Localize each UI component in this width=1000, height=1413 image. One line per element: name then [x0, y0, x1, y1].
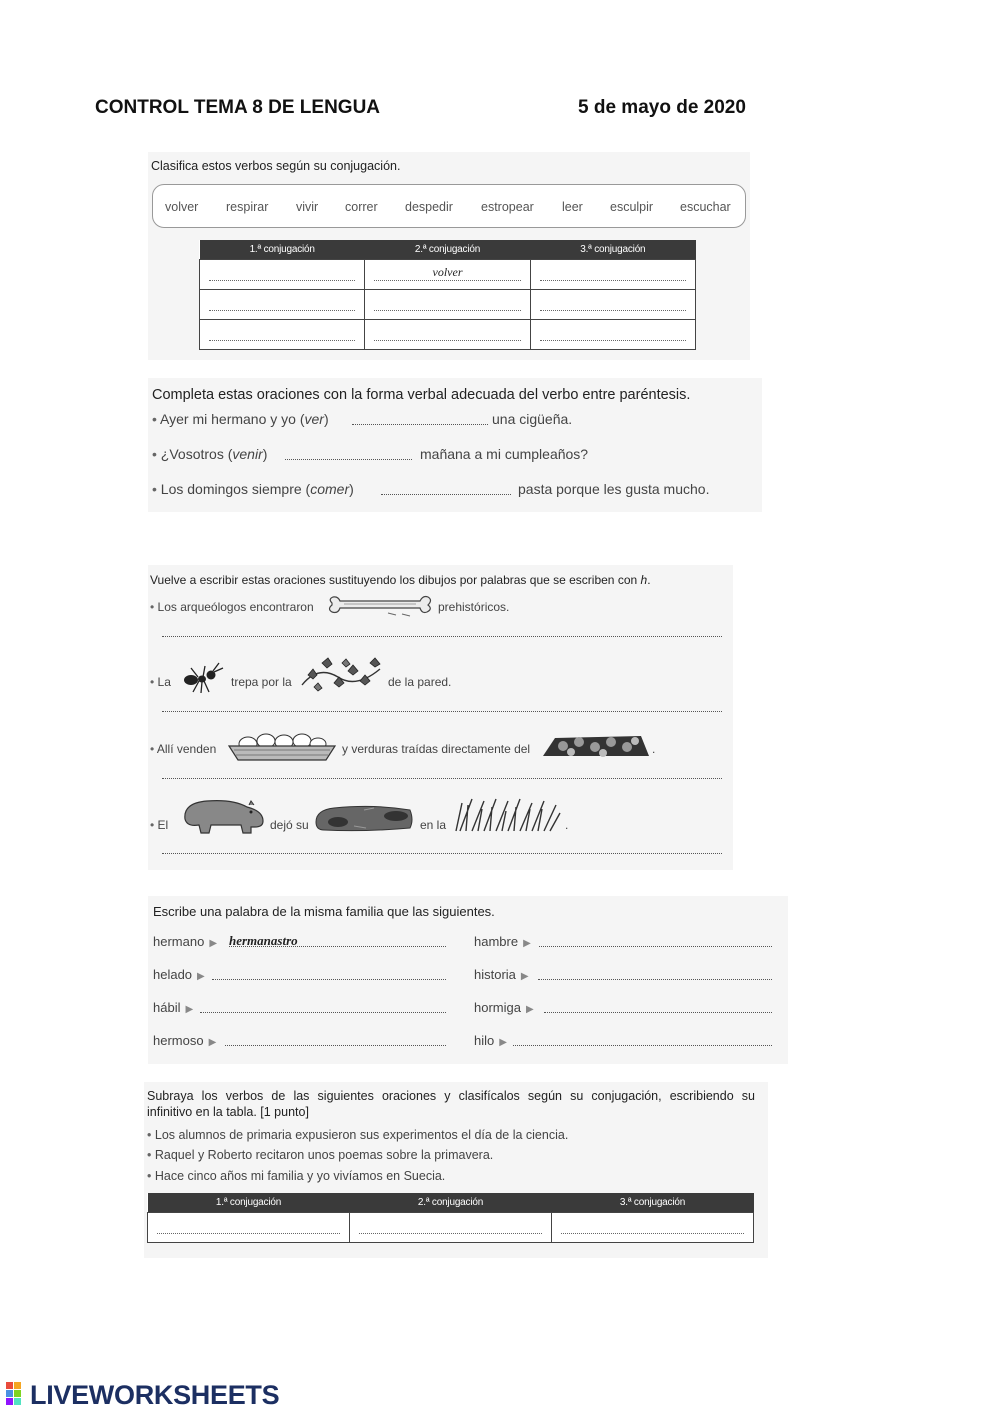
underline-sentence: • Raquel y Roberto recitaron unos poemas sobre la primavera. — [147, 1148, 494, 1162]
hippo-icon — [177, 795, 267, 837]
liveworksheets-logo: LIVEWORKSHEETS — [30, 1380, 280, 1410]
family-answer-line[interactable] — [539, 946, 772, 947]
rewrite-sentence-4-mid2: en la — [420, 818, 447, 832]
family-answer-example: hermanastro — [229, 933, 298, 948]
answer-cell[interactable] — [200, 260, 365, 290]
verb-item: vivir — [296, 200, 319, 214]
vegetable-garden-icon — [541, 728, 651, 760]
family-answer-line[interactable] — [538, 979, 772, 980]
exercise2-instruction: Completa estas oraciones con la forma verbal adecuada del verbo entre paréntesis. — [152, 387, 691, 403]
verb-item: volver — [165, 200, 199, 214]
rewrite-sentence-1-end: prehistóricos. — [438, 600, 510, 614]
answer-cell[interactable] — [200, 290, 365, 320]
underline-sentence: • Los alumnos de primaria expusieron sus experimentos el día de la ciencia. — [147, 1128, 569, 1142]
rewrite-sentence-3: • Allí venden — [150, 742, 217, 756]
verb-item: escuchar — [680, 200, 731, 214]
exercise5-instruction-line1: Subraya los verbos de las siguientes oraciones y clasifícalos según su conjugación, escribiendo su — [147, 1089, 755, 1103]
family-word-right: hambre ▶ — [474, 934, 531, 949]
sentence-2-end: mañana a mi cumpleaños? — [420, 446, 589, 462]
family-answer-line[interactable] — [229, 946, 446, 947]
answer-cell[interactable] — [350, 1213, 552, 1243]
bone-icon — [326, 593, 434, 619]
rewrite-sentence-3-end: . — [652, 742, 656, 756]
table-header: 2.ª conjugación — [350, 1193, 552, 1213]
grass-icon — [452, 795, 564, 833]
exercise1-instruction: Clasifica estos verbos según su conjugación. — [151, 159, 401, 173]
ant-icon — [181, 660, 227, 696]
sentence-1-end: una cigüeña. — [492, 411, 573, 427]
verb-item: esculpir — [610, 200, 654, 214]
table-header: 3.ª conjugación — [552, 1193, 754, 1213]
rewrite-sentence-1: • Los arqueólogos encontraron — [150, 600, 314, 614]
answer-cell[interactable] — [530, 260, 695, 290]
rewrite-sentence-2-end: de la pared. — [388, 675, 452, 689]
footprint-icon — [314, 800, 416, 834]
answer-cell[interactable] — [148, 1213, 350, 1243]
family-word-left: hábil ▶ — [153, 1000, 194, 1015]
table-header: 1.ª conjugación — [148, 1193, 350, 1213]
family-word-right: historia ▶ — [474, 967, 529, 982]
rewrite-sentence-2-mid: trepa por la — [231, 675, 292, 689]
rewrite-answer-line[interactable] — [162, 853, 722, 854]
answer-cell[interactable] — [530, 290, 695, 320]
verb-item: despedir — [405, 200, 453, 214]
exercise4-instruction: Escribe una palabra de la misma familia que las siguientes. — [153, 904, 495, 919]
exercise3-instruction: Vuelve a escribir estas oraciones sustituyendo los dibujos por palabras que se escriben con h. — [150, 573, 651, 587]
rewrite-answer-line[interactable] — [162, 778, 722, 779]
rewrite-sentence-4-mid1: dejó su — [270, 818, 309, 832]
answer-line[interactable] — [381, 494, 511, 495]
verb-item: correr — [345, 200, 378, 214]
family-answer-line[interactable] — [513, 1045, 772, 1046]
family-word-right: hormiga ▶ — [474, 1000, 534, 1015]
page-title: CONTROL TEMA 8 DE LENGUA — [95, 97, 381, 118]
exercise5-instruction-line2: infinitivo en la tabla. [1 punto] — [147, 1105, 309, 1119]
logo-icon — [6, 1382, 32, 1406]
table-header: 2.ª conjugación — [365, 240, 530, 260]
rewrite-sentence-3-mid: y verduras traídas directamente del — [342, 742, 531, 756]
page-date: 5 de mayo de 2020 — [578, 97, 746, 118]
table-header: 1.ª conjugación — [200, 240, 365, 260]
conjugation-table-1 — [199, 240, 696, 350]
family-word-right: hilo ▶ — [474, 1033, 507, 1048]
underline-sentence: • Hace cinco años mi familia y yo vivíamos en Suecia. — [147, 1169, 446, 1183]
sentence-1: • Ayer mi hermano y yo (ver) — [152, 411, 329, 427]
rewrite-answer-line[interactable] — [162, 711, 722, 712]
answer-cell[interactable] — [552, 1213, 754, 1243]
sentence-3: • Los domingos siempre (comer) — [152, 481, 354, 497]
answer-line[interactable] — [285, 459, 412, 460]
answer-cell[interactable] — [365, 320, 530, 350]
family-word-left: hermoso ▶ — [153, 1033, 217, 1048]
answer-example: volver — [432, 265, 463, 279]
sentence-3-end: pasta porque les gusta mucho. — [518, 481, 710, 497]
family-word-left: helado ▶ — [153, 967, 205, 982]
answer-cell[interactable] — [200, 320, 365, 350]
answer-cell[interactable] — [530, 320, 695, 350]
family-answer-line[interactable] — [225, 1045, 446, 1046]
sentence-2: • ¿Vosotros (venir) — [152, 446, 268, 462]
exercise4-block — [148, 896, 788, 1064]
conjugation-table-2 — [147, 1193, 754, 1243]
table-header: 3.ª conjugación — [530, 240, 695, 260]
answer-cell[interactable] — [365, 260, 530, 290]
rewrite-answer-line[interactable] — [162, 636, 722, 637]
ivy-icon — [298, 655, 384, 693]
verb-item: respirar — [226, 200, 269, 214]
verb-item: leer — [562, 200, 583, 214]
egg-basket-icon — [226, 728, 338, 764]
family-answer-line[interactable] — [544, 1012, 772, 1013]
rewrite-sentence-4: • El — [150, 818, 169, 832]
rewrite-sentence-2: • La — [150, 675, 171, 689]
family-answer-line[interactable] — [212, 979, 446, 980]
family-answer-line[interactable] — [200, 1012, 446, 1013]
answer-line[interactable] — [352, 424, 488, 425]
answer-cell[interactable] — [365, 290, 530, 320]
verb-item: estropear — [481, 200, 534, 214]
rewrite-sentence-4-end: . — [565, 818, 569, 832]
family-word-left: hermano ▶ — [153, 934, 218, 949]
